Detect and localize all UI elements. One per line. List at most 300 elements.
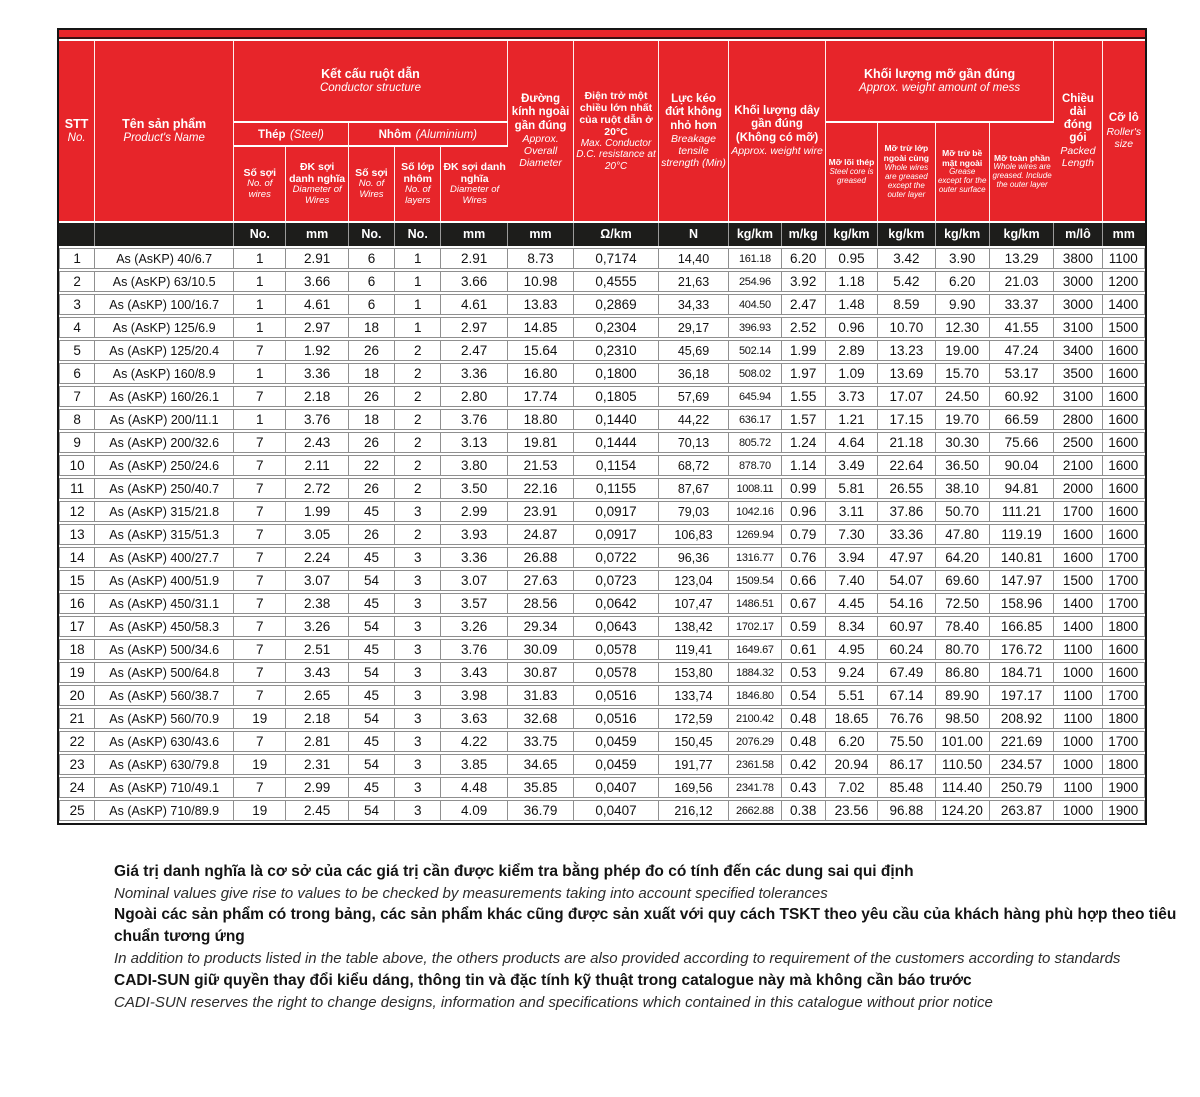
cell-grease-whole: 184.71 <box>990 662 1054 683</box>
cell-grease-core: 0.96 <box>826 317 878 338</box>
header-overall-diameter-vi: Đường kính ngoài gần đúng <box>511 93 570 132</box>
cell-grease-except-surface: 19.00 <box>936 340 990 361</box>
header-tensile-en: Breakage tensile strength (Min) <box>661 132 726 169</box>
cell-roller-size: 1700 <box>1103 570 1145 591</box>
cell-steel-dia: 1.92 <box>286 340 348 361</box>
cell-packed-length: 3000 <box>1054 271 1102 292</box>
cell-tensile: 123,04 <box>659 570 729 591</box>
cell-alu-dia: 3.13 <box>441 432 507 453</box>
cell-weight-mkg: 1.97 <box>782 363 826 384</box>
cell-product-name: As (AsKP) 450/31.1 <box>95 593 234 614</box>
table-header <box>59 41 1145 246</box>
cell-product-name: As (AsKP) 710/89.9 <box>95 800 234 821</box>
footnotes <box>114 861 1200 1013</box>
cell-resistance: 0,1155 <box>574 478 659 499</box>
cell-weight-kgkm: 1649.67 <box>729 639 781 660</box>
unit-packed-length: m/lô <box>1054 223 1102 246</box>
cell-grease-except-layer: 21.18 <box>878 432 935 453</box>
cell-grease-except-surface: 69.60 <box>936 570 990 591</box>
cell-grease-core: 7.40 <box>826 570 878 591</box>
note-english: Nominal values give rise to values to be checked by measurements taking into account specified tolerances <box>114 885 828 902</box>
cell-roller-size: 1900 <box>1103 777 1145 798</box>
cell-tensile: 34,33 <box>659 294 729 315</box>
header-alu-layers-en: No. of layers <box>405 184 431 207</box>
cell-weight-kgkm: 1269.94 <box>729 524 781 545</box>
cell-overall-dia: 30.87 <box>508 662 574 683</box>
cell-stt: 5 <box>59 340 95 361</box>
cell-steel-dia: 2.18 <box>286 708 348 729</box>
table-row <box>59 455 1145 476</box>
cell-tensile: 29,17 <box>659 317 729 338</box>
cell-tensile: 107,47 <box>659 593 729 614</box>
cell-steel-wires: 1 <box>234 363 286 384</box>
cell-grease-whole: 66.59 <box>990 409 1054 430</box>
table-row <box>59 570 1145 591</box>
cell-overall-dia: 14.85 <box>508 317 574 338</box>
cell-steel-wires: 7 <box>234 570 286 591</box>
cell-grease-except-surface: 72.50 <box>936 593 990 614</box>
header-resistance-vi: Điện trở một chiều lớn nhất của ruột dẫn ở 20°C <box>579 89 653 138</box>
cell-stt: 2 <box>59 271 95 292</box>
cell-overall-dia: 19.81 <box>508 432 574 453</box>
table-row <box>59 248 1145 269</box>
cell-product-name: As (AsKP) 400/51.9 <box>95 570 234 591</box>
cell-weight-mkg: 0.61 <box>782 639 826 660</box>
cell-packed-length: 3800 <box>1054 248 1102 269</box>
table-row <box>59 409 1145 430</box>
table-row <box>59 800 1145 821</box>
note-english: CADI-SUN reserves the right to change designs, information and specifications which contained in this catalogue without prior notice <box>114 993 993 1011</box>
cell-alu-wires: 54 <box>349 708 395 729</box>
cell-weight-kgkm: 645.94 <box>729 386 781 407</box>
header-grease-except-surface-vi: Mỡ trừ bề mặt ngoài <box>942 147 983 168</box>
cell-steel-dia: 4.61 <box>286 294 348 315</box>
cell-grease-core: 4.45 <box>826 593 878 614</box>
cell-alu-layers: 1 <box>395 317 441 338</box>
cell-packed-length: 1000 <box>1054 800 1102 821</box>
cell-stt: 3 <box>59 294 95 315</box>
header-grease-except-surface-en: Grease except for the outer surface <box>937 167 987 195</box>
cell-grease-except-layer: 22.64 <box>878 455 935 476</box>
cell-weight-mkg: 0.38 <box>782 800 826 821</box>
cell-grease-whole: 90.04 <box>990 455 1054 476</box>
cell-steel-wires: 1 <box>234 294 286 315</box>
cell-grease-whole: 13.29 <box>990 248 1054 269</box>
cell-grease-whole: 158.96 <box>990 593 1054 614</box>
cell-product-name: As (AsKP) 560/38.7 <box>95 685 234 706</box>
cell-tensile: 87,67 <box>659 478 729 499</box>
cell-grease-except-surface: 80.70 <box>936 639 990 660</box>
cell-grease-whole: 75.66 <box>990 432 1054 453</box>
cell-steel-wires: 7 <box>234 593 286 614</box>
cell-alu-wires: 45 <box>349 685 395 706</box>
cell-tensile: 45,69 <box>659 340 729 361</box>
cell-grease-except-surface: 78.40 <box>936 616 990 637</box>
cell-alu-layers: 3 <box>395 800 441 821</box>
cell-grease-except-surface: 114.40 <box>936 777 990 798</box>
table-row <box>59 294 1145 315</box>
cell-roller-size: 1600 <box>1103 524 1145 545</box>
cell-grease-core: 9.24 <box>826 662 878 683</box>
header-packed-length <box>1054 41 1102 221</box>
cell-alu-dia: 3.50 <box>441 478 507 499</box>
cell-weight-kgkm: 1702.17 <box>729 616 781 637</box>
cell-alu-dia: 3.93 <box>441 524 507 545</box>
cell-steel-dia: 2.45 <box>286 800 348 821</box>
unit-grease-except-surface: kg/km <box>936 223 990 246</box>
cell-steel-wires: 7 <box>234 455 286 476</box>
header-grease-except-surface <box>936 123 990 221</box>
header-alu-wires <box>349 147 395 221</box>
header-weight-vi: Khối lượng dây gần đúng (Không có mỡ) <box>734 105 820 144</box>
header-resistance <box>574 41 659 221</box>
cell-weight-kgkm: 805.72 <box>729 432 781 453</box>
unit-grease-whole: kg/km <box>990 223 1054 246</box>
header-packed-en: Packed Length <box>1060 145 1096 170</box>
cell-tensile: 150,45 <box>659 731 729 752</box>
cell-grease-core: 0.95 <box>826 248 878 269</box>
unit-steel-dia: mm <box>286 223 348 246</box>
unit-grease-core: kg/km <box>826 223 878 246</box>
cell-weight-mkg: 3.92 <box>782 271 826 292</box>
cell-weight-kgkm: 502.14 <box>729 340 781 361</box>
table-row <box>59 685 1145 706</box>
cell-packed-length: 1100 <box>1054 777 1102 798</box>
table-row <box>59 547 1145 568</box>
header-steel-diameter-vi: ĐK sợi danh nghĩa <box>289 161 346 186</box>
cell-alu-layers: 3 <box>395 593 441 614</box>
cell-steel-wires: 1 <box>234 271 286 292</box>
cell-weight-kgkm: 2076.29 <box>729 731 781 752</box>
cell-alu-wires: 26 <box>349 340 395 361</box>
cell-weight-mkg: 0.79 <box>782 524 826 545</box>
cell-resistance: 0,1444 <box>574 432 659 453</box>
header-grease-whole-en: Whole wires are greased. Include the outer layer <box>992 162 1052 190</box>
cell-product-name: As (AsKP) 500/34.6 <box>95 639 234 660</box>
cell-steel-dia: 2.72 <box>286 478 348 499</box>
cell-product-name: As (AsKP) 500/64.8 <box>95 662 234 683</box>
cell-grease-whole: 208.92 <box>990 708 1054 729</box>
note-vietnamese: Ngoài các sản phẩm có trong bảng, các sản phẩm khác cũng được sản xuất với quy cách TSKT theo yêu cầu của khách hàng phù hợp theo tiêu chuẩn tương ứng <box>114 906 1177 946</box>
cell-alu-layers: 3 <box>395 754 441 775</box>
cell-packed-length: 2000 <box>1054 478 1102 499</box>
table-row <box>59 731 1145 752</box>
cell-packed-length: 1700 <box>1054 501 1102 522</box>
cell-grease-whole: 197.17 <box>990 685 1054 706</box>
table-row <box>59 639 1145 660</box>
header-weight-en: Approx. weight wire <box>731 144 823 157</box>
header-alu-layers <box>395 147 441 221</box>
cell-roller-size: 1900 <box>1103 800 1145 821</box>
unit-overall-dia: mm <box>508 223 574 246</box>
cell-roller-size: 1600 <box>1103 386 1145 407</box>
cell-grease-except-layer: 67.14 <box>878 685 935 706</box>
cell-grease-core: 4.95 <box>826 639 878 660</box>
header-alu-diameter-en: Diameter of Wires <box>450 184 500 207</box>
cell-roller-size: 1600 <box>1103 409 1145 430</box>
cell-tensile: 153,80 <box>659 662 729 683</box>
cell-product-name: As (AsKP) 100/16.7 <box>95 294 234 315</box>
cell-tensile: 216,12 <box>659 800 729 821</box>
cell-steel-dia: 1.99 <box>286 501 348 522</box>
header-conductor-vi: Kết cấu ruột dẫn <box>321 67 420 82</box>
header-steel-wires-en: No. of wires <box>247 178 273 201</box>
cell-grease-core: 7.02 <box>826 777 878 798</box>
cell-stt: 9 <box>59 432 95 453</box>
cell-weight-mkg: 0.66 <box>782 570 826 591</box>
cell-roller-size: 1600 <box>1103 639 1145 660</box>
cell-grease-except-layer: 13.23 <box>878 340 935 361</box>
header-conductor-en: Conductor structure <box>319 81 421 94</box>
cell-grease-whole: 263.87 <box>990 800 1054 821</box>
cell-resistance: 0,1800 <box>574 363 659 384</box>
cell-grease-except-surface: 15.70 <box>936 363 990 384</box>
cell-product-name: As (AsKP) 160/8.9 <box>95 363 234 384</box>
cell-weight-mkg: 1.57 <box>782 409 826 430</box>
cell-steel-wires: 1 <box>234 248 286 269</box>
cell-roller-size: 1600 <box>1103 455 1145 476</box>
cell-weight-kgkm: 404.50 <box>729 294 781 315</box>
cell-alu-dia: 3.76 <box>441 639 507 660</box>
cell-packed-length: 1000 <box>1054 754 1102 775</box>
cell-overall-dia: 27.63 <box>508 570 574 591</box>
cell-resistance: 0,1805 <box>574 386 659 407</box>
cell-alu-dia: 3.85 <box>441 754 507 775</box>
cell-stt: 20 <box>59 685 95 706</box>
cell-packed-length: 3400 <box>1054 340 1102 361</box>
cell-weight-mkg: 0.99 <box>782 478 826 499</box>
cell-alu-layers: 3 <box>395 501 441 522</box>
cell-alu-wires: 18 <box>349 363 395 384</box>
cell-resistance: 0,4555 <box>574 271 659 292</box>
cell-packed-length: 1500 <box>1054 570 1102 591</box>
cell-steel-dia: 2.51 <box>286 639 348 660</box>
cell-grease-except-layer: 26.55 <box>878 478 935 499</box>
cell-tensile: 57,69 <box>659 386 729 407</box>
cell-alu-wires: 45 <box>349 547 395 568</box>
cell-alu-dia: 3.36 <box>441 547 507 568</box>
cell-alu-dia: 2.91 <box>441 248 507 269</box>
note-english: In addition to products listed in the table above, the others products are also provided according to requirement of the customers according to standards <box>114 950 1121 968</box>
cell-roller-size: 1600 <box>1103 478 1145 499</box>
cell-alu-dia: 2.97 <box>441 317 507 338</box>
cell-packed-length: 1100 <box>1054 685 1102 706</box>
cell-alu-layers: 3 <box>395 547 441 568</box>
cell-weight-kgkm: 1042.16 <box>729 501 781 522</box>
header-overall-diameter-en: Approx. Overall Diameter <box>519 132 562 169</box>
cell-grease-except-surface: 101.00 <box>936 731 990 752</box>
cell-weight-kgkm: 254.96 <box>729 271 781 292</box>
cell-grease-except-surface: 89.90 <box>936 685 990 706</box>
cell-steel-wires: 19 <box>234 754 286 775</box>
cell-stt: 4 <box>59 317 95 338</box>
header-tensile-strength <box>659 41 729 221</box>
cell-roller-size: 1600 <box>1103 340 1145 361</box>
cell-overall-dia: 13.83 <box>508 294 574 315</box>
cell-grease-except-layer: 3.42 <box>878 248 935 269</box>
cell-steel-wires: 7 <box>234 616 286 637</box>
cell-steel-dia: 2.65 <box>286 685 348 706</box>
cell-roller-size: 1700 <box>1103 731 1145 752</box>
cell-resistance: 0,0578 <box>574 662 659 683</box>
header-overall-diameter <box>508 41 574 221</box>
cell-product-name: As (AsKP) 63/10.5 <box>95 271 234 292</box>
table-body <box>59 248 1145 821</box>
cell-alu-layers: 2 <box>395 409 441 430</box>
cell-grease-except-layer: 96.88 <box>878 800 935 821</box>
cell-roller-size: 1600 <box>1103 363 1145 384</box>
cell-alu-wires: 6 <box>349 248 395 269</box>
cell-alu-layers: 2 <box>395 386 441 407</box>
cell-alu-dia: 3.80 <box>441 455 507 476</box>
cell-grease-except-surface: 6.20 <box>936 271 990 292</box>
cell-tensile: 36,18 <box>659 363 729 384</box>
cell-alu-wires: 18 <box>349 409 395 430</box>
cell-overall-dia: 17.74 <box>508 386 574 407</box>
cell-weight-mkg: 0.96 <box>782 501 826 522</box>
cell-steel-wires: 7 <box>234 639 286 660</box>
cell-grease-except-surface: 38.10 <box>936 478 990 499</box>
cell-grease-whole: 221.69 <box>990 731 1054 752</box>
cell-alu-dia: 3.76 <box>441 409 507 430</box>
cell-alu-wires: 54 <box>349 570 395 591</box>
cell-grease-except-surface: 98.50 <box>936 708 990 729</box>
table-row <box>59 708 1145 729</box>
cell-grease-core: 3.73 <box>826 386 878 407</box>
table-row <box>59 501 1145 522</box>
cell-steel-wires: 7 <box>234 478 286 499</box>
cell-stt: 22 <box>59 731 95 752</box>
table-row <box>59 777 1145 798</box>
header-aluminium-en: (Aluminium) <box>415 128 478 141</box>
cell-overall-dia: 15.64 <box>508 340 574 361</box>
units-row <box>59 223 1145 246</box>
cell-alu-wires: 26 <box>349 478 395 499</box>
header-steel <box>234 123 349 145</box>
cell-grease-whole: 94.81 <box>990 478 1054 499</box>
header-resistance-en: Max. Conductor D.C. resistance at 20°C <box>576 137 656 172</box>
spec-table-wrapper <box>57 28 1147 825</box>
cell-stt: 16 <box>59 593 95 614</box>
cell-alu-wires: 45 <box>349 639 395 660</box>
cell-grease-except-surface: 47.80 <box>936 524 990 545</box>
cell-steel-dia: 3.05 <box>286 524 348 545</box>
cell-grease-core: 7.30 <box>826 524 878 545</box>
cell-resistance: 0,1154 <box>574 455 659 476</box>
cell-stt: 13 <box>59 524 95 545</box>
cell-packed-length: 1600 <box>1054 547 1102 568</box>
cell-alu-wires: 54 <box>349 662 395 683</box>
header-grease-except-layer <box>878 123 935 221</box>
cell-weight-kgkm: 1316.77 <box>729 547 781 568</box>
cell-steel-dia: 2.81 <box>286 731 348 752</box>
cell-grease-except-layer: 33.36 <box>878 524 935 545</box>
header-grease-core-vi: Mỡ lõi thép <box>828 157 875 168</box>
cell-weight-mkg: 6.20 <box>782 248 826 269</box>
cell-product-name: As (AsKP) 400/27.7 <box>95 547 234 568</box>
unit-grease-except-layer: kg/km <box>878 223 935 246</box>
cell-roller-size: 1600 <box>1103 501 1145 522</box>
header-grease-except-layer-vi: Mỡ trừ lớp ngoài cùng <box>883 143 929 164</box>
cell-packed-length: 3100 <box>1054 317 1102 338</box>
cell-packed-length: 2100 <box>1054 455 1102 476</box>
header-grease-core-en: Steel core is greased <box>829 166 874 185</box>
cell-overall-dia: 10.98 <box>508 271 574 292</box>
cell-overall-dia: 36.79 <box>508 800 574 821</box>
cell-grease-except-layer: 60.97 <box>878 616 935 637</box>
cell-resistance: 0,0917 <box>574 524 659 545</box>
cell-steel-dia: 2.31 <box>286 754 348 775</box>
cell-alu-wires: 45 <box>349 593 395 614</box>
cell-roller-size: 1600 <box>1103 432 1145 453</box>
cell-packed-length: 2800 <box>1054 409 1102 430</box>
cell-weight-kgkm: 1846.80 <box>729 685 781 706</box>
cell-steel-wires: 7 <box>234 685 286 706</box>
cell-weight-kgkm: 636.17 <box>729 409 781 430</box>
cell-steel-dia: 2.11 <box>286 455 348 476</box>
cell-tensile: 44,22 <box>659 409 729 430</box>
cell-alu-layers: 2 <box>395 363 441 384</box>
cell-steel-wires: 7 <box>234 524 286 545</box>
header-roller-en: Roller's size <box>1106 125 1142 150</box>
cell-weight-kgkm: 1486.51 <box>729 593 781 614</box>
cell-alu-dia: 2.99 <box>441 501 507 522</box>
cell-product-name: As (AsKP) 630/43.6 <box>95 731 234 752</box>
cell-roller-size: 1500 <box>1103 317 1145 338</box>
table-row <box>59 593 1145 614</box>
cell-weight-mkg: 0.76 <box>782 547 826 568</box>
cell-resistance: 0,0917 <box>574 501 659 522</box>
cell-steel-wires: 7 <box>234 777 286 798</box>
cell-product-name: As (AsKP) 125/20.4 <box>95 340 234 361</box>
header-packed-vi: Chiều dài đóng gói <box>1061 92 1094 145</box>
header-grease-core <box>826 123 878 221</box>
header-grease-whole <box>990 123 1054 221</box>
cell-resistance: 0,0407 <box>574 800 659 821</box>
cell-grease-except-layer: 75.50 <box>878 731 935 752</box>
cell-overall-dia: 24.87 <box>508 524 574 545</box>
cell-grease-core: 23.56 <box>826 800 878 821</box>
cell-alu-layers: 2 <box>395 524 441 545</box>
cell-steel-dia: 2.18 <box>286 386 348 407</box>
cell-steel-wires: 1 <box>234 409 286 430</box>
cell-steel-wires: 7 <box>234 432 286 453</box>
cell-packed-length: 3000 <box>1054 294 1102 315</box>
cell-stt: 11 <box>59 478 95 499</box>
cell-overall-dia: 29.34 <box>508 616 574 637</box>
unit-weight-kgkm: kg/km <box>729 223 781 246</box>
cell-grease-except-layer: 54.07 <box>878 570 935 591</box>
cell-grease-except-surface: 3.90 <box>936 248 990 269</box>
cell-steel-dia: 2.24 <box>286 547 348 568</box>
cell-grease-except-layer: 17.07 <box>878 386 935 407</box>
cell-alu-layers: 1 <box>395 248 441 269</box>
cell-steel-dia: 2.91 <box>286 248 348 269</box>
cell-resistance: 0,0578 <box>574 639 659 660</box>
cell-grease-except-surface: 124.20 <box>936 800 990 821</box>
header-stt-vi: STT <box>64 117 89 132</box>
cell-stt: 25 <box>59 800 95 821</box>
cell-grease-except-layer: 47.97 <box>878 547 935 568</box>
cell-alu-wires: 26 <box>349 432 395 453</box>
cell-stt: 6 <box>59 363 95 384</box>
cell-tensile: 68,72 <box>659 455 729 476</box>
cell-weight-mkg: 1.24 <box>782 432 826 453</box>
cell-tensile: 169,56 <box>659 777 729 798</box>
cell-packed-length: 1000 <box>1054 731 1102 752</box>
cell-alu-wires: 6 <box>349 294 395 315</box>
cell-stt: 12 <box>59 501 95 522</box>
